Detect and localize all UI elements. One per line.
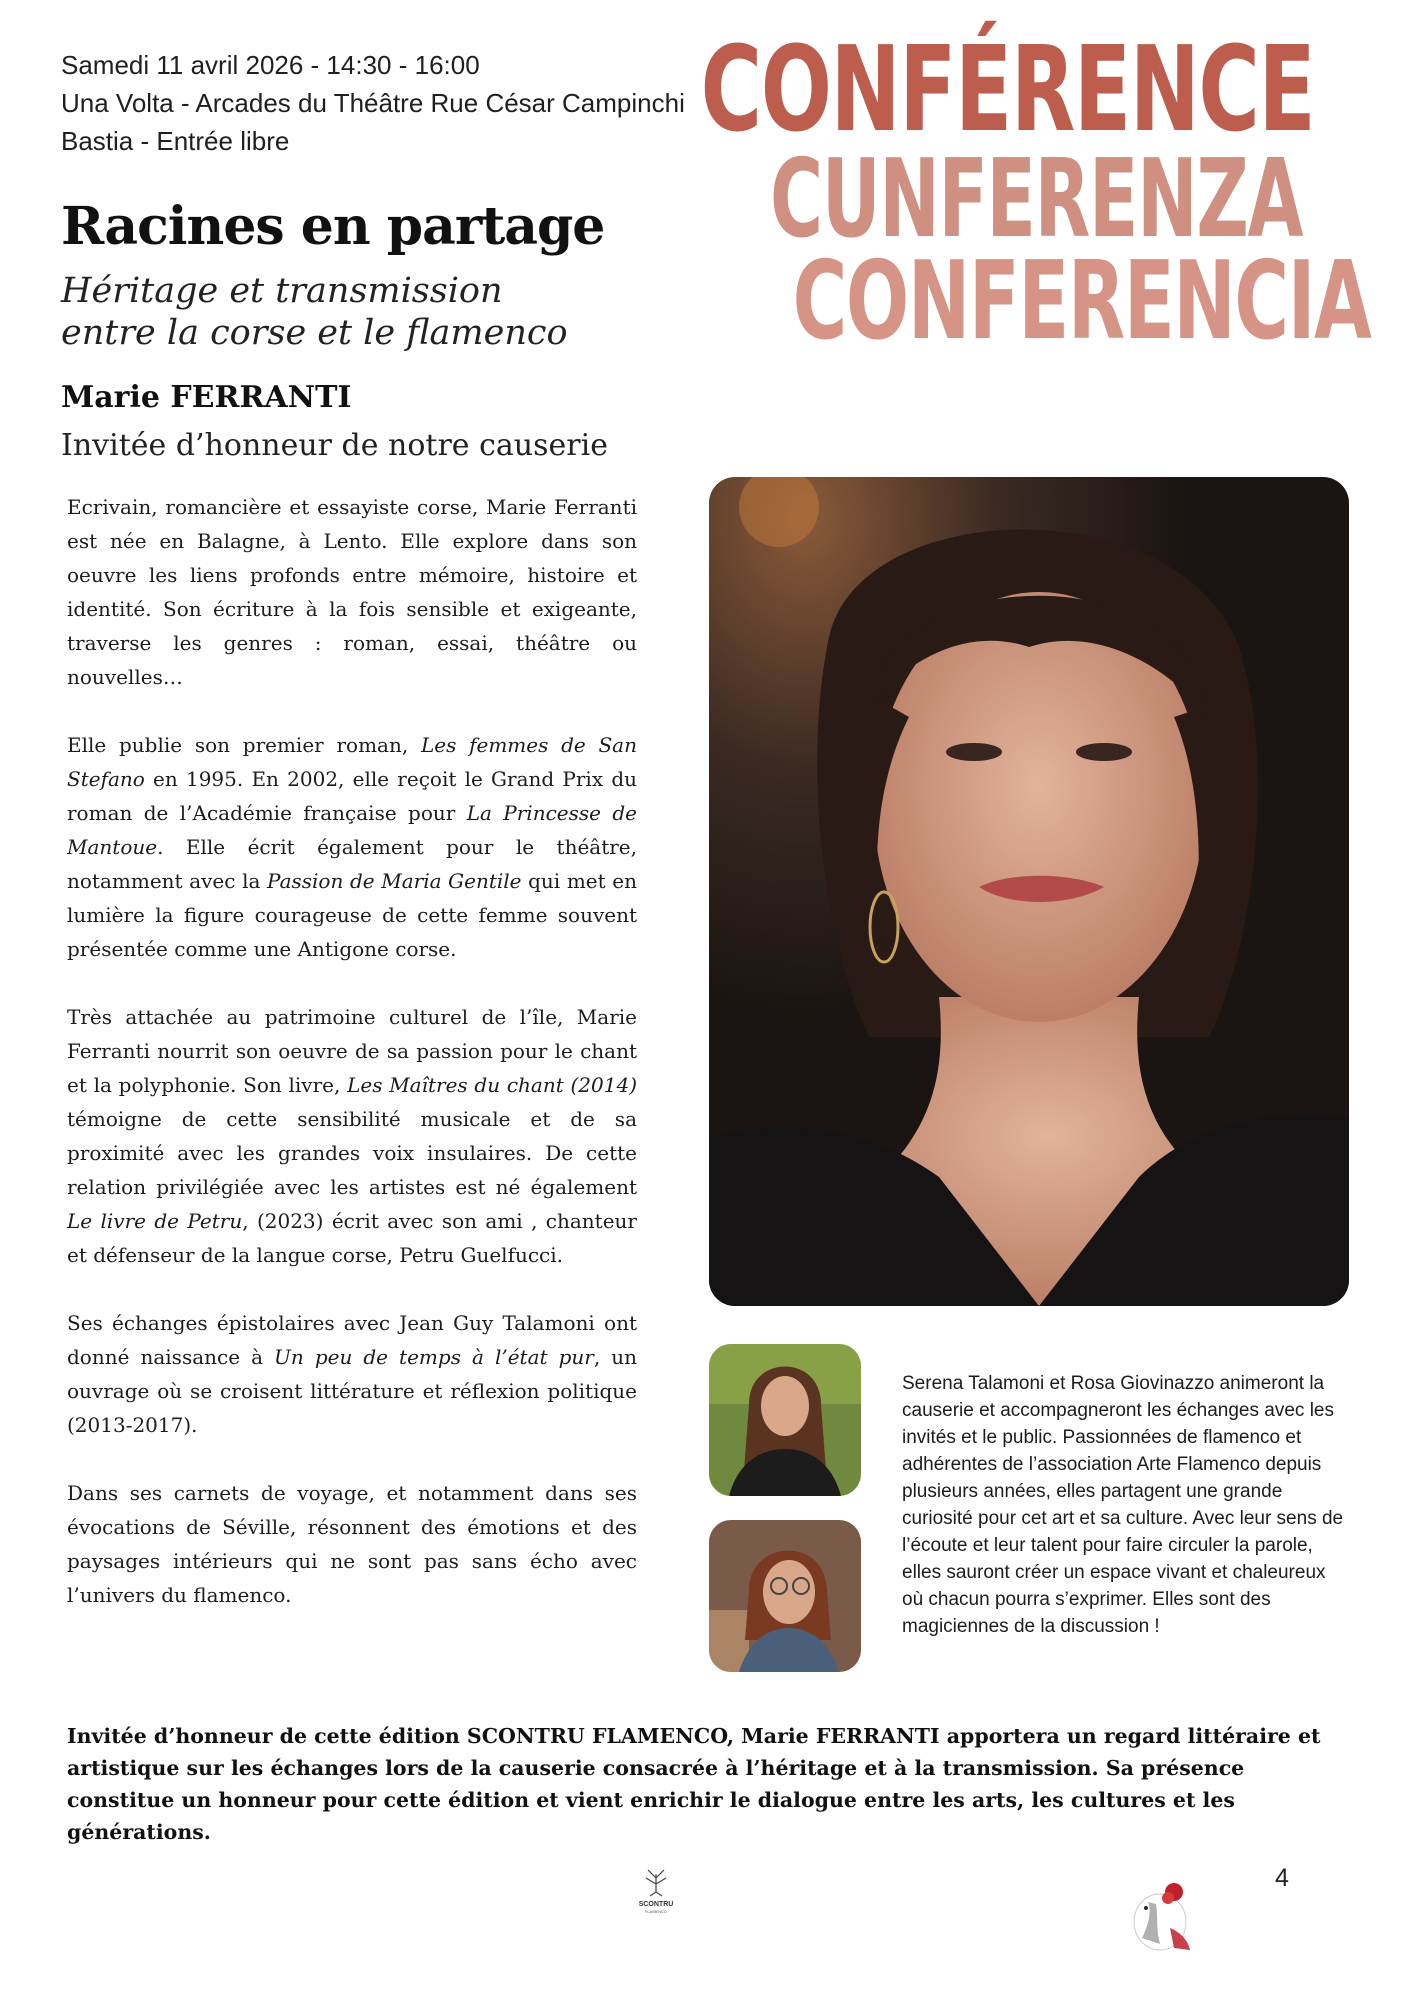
book-title: La Princesse de Mantoue — [67, 801, 637, 859]
guest-name: Marie FERRANTI — [61, 380, 352, 415]
portrait-photo — [709, 477, 1349, 1306]
event-info — [61, 46, 685, 160]
heading-conference-co: CUNFERENZA — [769, 137, 1302, 262]
bio-paragraph-1: Ecrivain, romancière et essayiste corse, Marie Ferranti est née en Balagne, à Lento. Elle explore dans son oeuvre les liens profonds entre mémoire, histoire et identité. Son écriture à la fois sensible et exigeante, traverse les genres : roman, essai, théâtre ou nouvelles… — [67, 495, 637, 689]
logo-subtext: FLAMENCO — [644, 1909, 668, 1914]
host-photo-rosa — [709, 1520, 861, 1672]
biography — [67, 490, 637, 1646]
guest-role: Invitée d’honneur de notre causerie — [61, 428, 608, 463]
logo-text: SCONTRU — [638, 1901, 674, 1908]
flamenco-dancer-rose-logo — [1130, 1878, 1200, 1954]
closing-statement: Invitée d’honneur de cette édition SCONTRU FLAMENCO, Marie FERRANTI apportera un regard littéraire et artistique sur les échanges lors de la causerie consacrée à l’héritage et à la transmission. Sa présence constitue un honneur pour cette édition et vient enrichir le dialogue entre les arts, les cultures et les générations. — [67, 1724, 1321, 1844]
bio-paragraph-5: Dans ses carnets de voyage, et notamment dans ses évocations de Séville, résonnent des émotions et des paysages intérieurs qui ne sont pas sans écho avec l’univers du flamenco. — [67, 1481, 637, 1607]
book-title: Passion de Maria Gentile — [267, 869, 522, 893]
event-venue: Una Volta - Arcades du Théâtre Rue César Campinchi — [61, 88, 685, 118]
tree-logo — [628, 1862, 684, 1916]
book-title: Les Maîtres du chant (2014) — [347, 1073, 638, 1097]
page-subtitle — [61, 270, 568, 354]
heading-conference-fr: CONFÉRENCE — [700, 20, 1314, 158]
event-datetime: Samedi 11 avril 2026 - 14:30 - 16:00 — [61, 50, 480, 80]
event-city: Bastia - Entrée libre — [61, 126, 290, 156]
subtitle-line-2: entre la corse et le flamenco — [61, 313, 568, 353]
host-photo-serena — [709, 1344, 861, 1496]
heading-conference-es: CONFERENCIA — [792, 239, 1370, 364]
page-number: 4 — [1275, 1864, 1289, 1892]
book-title: Les femmes de San Stefano — [67, 733, 637, 791]
subtitle-line-1: Héritage et transmission — [61, 271, 503, 311]
bio-paragraph-2: Elle publie son premier roman, Les femmes de San Stefano en 1995. En 2002, elle reçoit le Grand Prix du roman de l’Académie française pour La Princesse de Mantoue. Elle écrit également pour le théâtre, notamment avec la Passion de Maria Gentile qui met en lumière la figure courageuse de cette femme souvent présentée comme une Antigone corse. — [67, 733, 637, 961]
bio-paragraph-4: Ses échanges épistolaires avec Jean Guy Talamoni ont donné naissance à Un peu de temps à l’état pur, un ouvrage où se croisent littérature et réflexion politique (2013-2017). — [67, 1311, 637, 1437]
bio-paragraph-3: Très attachée au patrimoine culturel de l’île, Marie Ferranti nourrit son oeuvre de sa passion pour le chant et la polyphonie. Son livre, Les Maîtres du chant (2014) témoigne de cette sensibilité musicale et de sa proximité avec les grandes voix insulaires. De cette relation privilégiée avec les artistes est né également Le livre de Petru, (2023) écrit avec son ami , chanteur et défenseur de la langue corse, Petru Guelfucci. — [67, 1005, 638, 1267]
page-title: Racines en partage — [61, 196, 605, 257]
hosts-description: Serena Talamoni et Rosa Giovinazzo animeront la causerie et accompagneront les échanges avec les invités et le public. Passionnées de flamenco et adhérentes de l’association Arte Flamenco depuis plusieurs années, elles partagent une grande curiosité pour cet art et sa culture. Avec leur sens de l’écoute et leur talent pour faire circuler la parole, elles sauront créer un espace vivant et chaleureux où chacun pourra s’exprimer. Elles sont des magiciennes de la discussion ! — [902, 1373, 1344, 1637]
book-title: Un peu de temps à l’état pur — [274, 1345, 594, 1369]
book-title: Le livre de Petru — [67, 1209, 243, 1233]
